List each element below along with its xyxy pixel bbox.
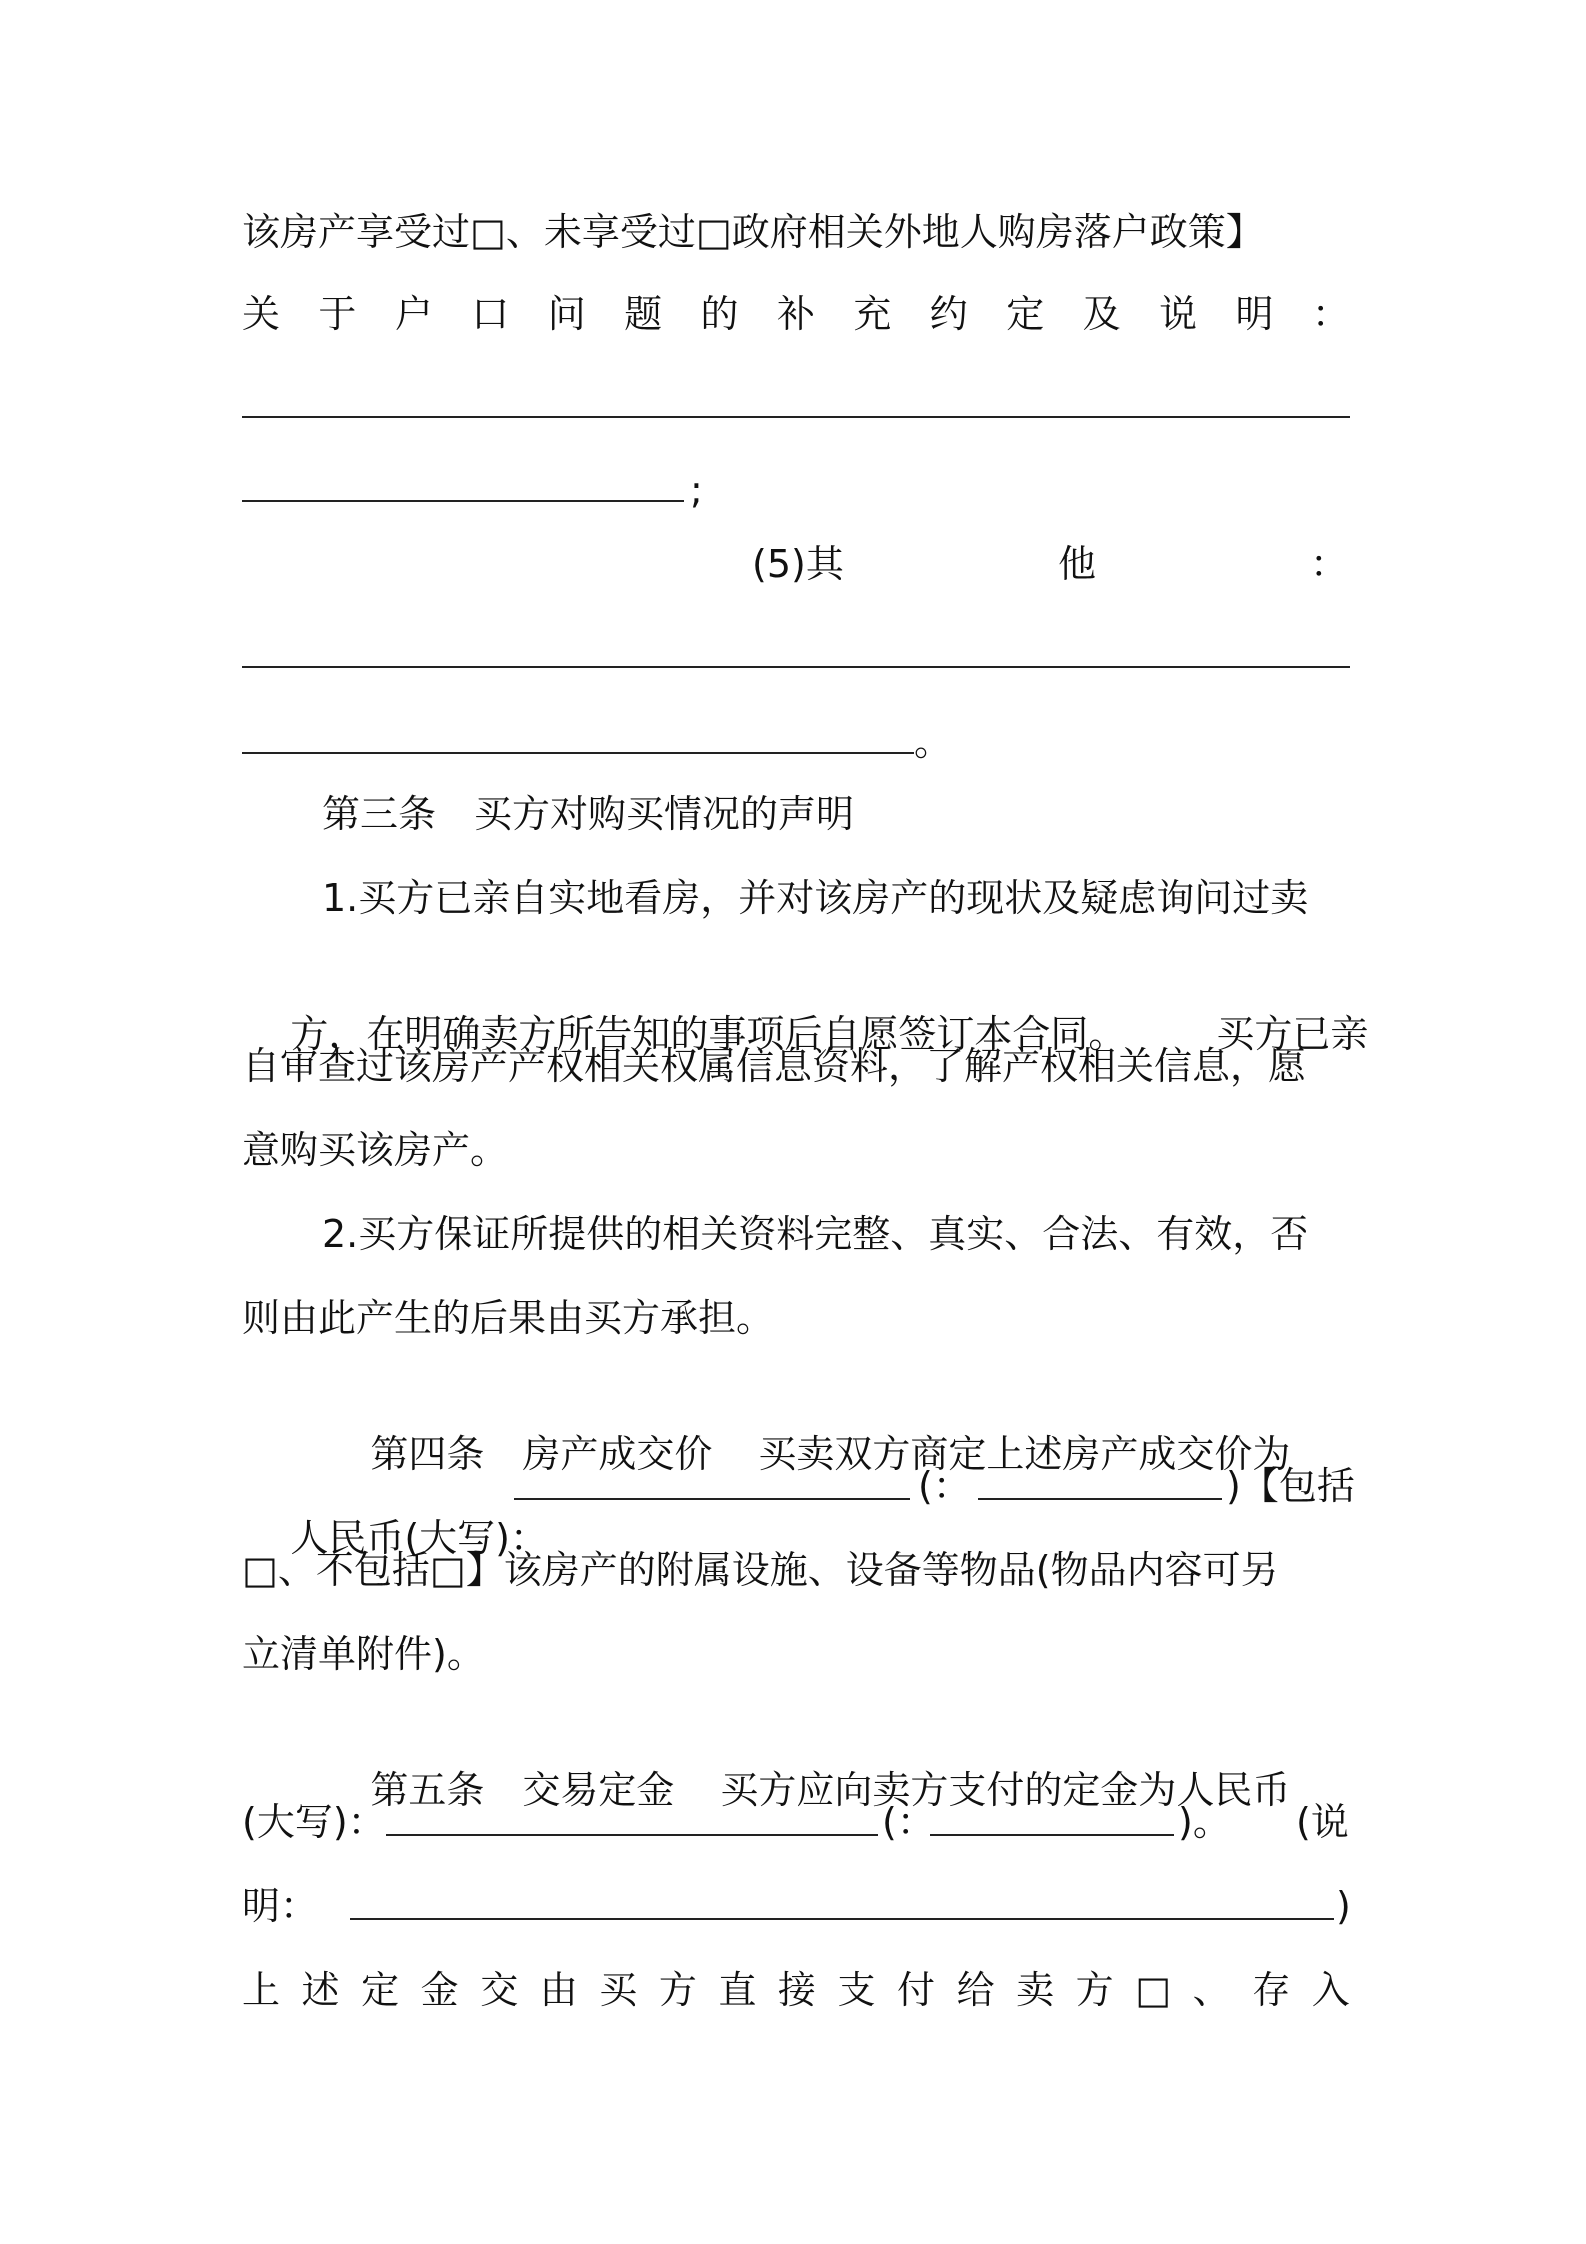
char: 、	[1192, 1968, 1231, 2012]
paragraph-text: 人民币(大写)：	[290, 1516, 548, 1560]
char: 接	[777, 1968, 816, 2012]
char: 的	[700, 292, 739, 336]
char: 说	[1159, 292, 1198, 336]
paragraph-line: 自审查过该房产产权相关权属信息资料，了解产权相关信息，愿	[242, 1044, 1307, 1088]
char: 入	[1311, 1968, 1350, 2012]
blank-fill-line	[930, 1834, 1174, 1836]
text-line: 该房产享受过□、未享受过□政府相关外地人购房落户政策】	[242, 210, 1264, 254]
char: 支	[837, 1968, 876, 2012]
item-colon: ：	[1310, 542, 1349, 586]
blank-fill-line	[978, 1498, 1222, 1500]
char: 补	[776, 292, 815, 336]
blank-fill-line	[242, 666, 1350, 668]
blank-fill-line	[386, 1834, 878, 1836]
char: 方	[1075, 1968, 1114, 2012]
char: 由	[539, 1968, 578, 2012]
paragraph-line: 立清单附件)。	[242, 1632, 485, 1676]
char: ：	[1311, 292, 1350, 336]
article-text: 买方应向卖方支付的定金为人民币	[720, 1768, 1291, 1812]
paragraph-text: (：	[882, 1800, 935, 1844]
paragraph-line: 意购买该房产。	[242, 1128, 509, 1172]
char: 充	[853, 292, 892, 336]
item-label: (5)其	[752, 542, 844, 586]
punctuation: ;	[690, 468, 703, 512]
punctuation: 。	[914, 720, 953, 764]
char: 题	[624, 292, 663, 336]
blank-fill-line	[242, 500, 684, 502]
char: 定	[1006, 292, 1045, 336]
char: 上	[242, 1968, 281, 2012]
paragraph-line: 2.买方保证所提供的相关资料完整、真实、合法、有效，否	[322, 1212, 1309, 1256]
char: 买	[599, 1968, 638, 2012]
paragraph-line: 1.买方已亲自实地看房，并对该房产的现状及疑虑询问过卖	[322, 876, 1309, 920]
article-heading: 第三条 买方对购买情况的声明	[322, 792, 855, 836]
char: 方	[658, 1968, 697, 2012]
article-heading: 第四条 房产成交价	[370, 1432, 713, 1476]
paragraph-text: 明：	[242, 1884, 319, 1928]
char: 户	[394, 292, 433, 336]
item-label-char: 他	[1058, 542, 1097, 586]
char: 金	[420, 1968, 459, 2012]
article-line	[322, 1712, 1350, 1812]
char: 交	[480, 1968, 519, 2012]
blank-fill-line	[350, 1918, 1334, 1920]
paragraph-text: 方，在明确卖方所告知的事项后自愿签订本合同。	[290, 1012, 1127, 1056]
char: 存	[1252, 1968, 1291, 2012]
paragraph-line: □、不包括□】该房产的附属设施、设备等物品(物品内容可另	[242, 1548, 1279, 1592]
article-text: 买卖双方商定上述房产成交价为	[758, 1432, 1291, 1476]
char: □	[1135, 1968, 1172, 2012]
char: 定	[361, 1968, 400, 2012]
paragraph-line: 则由此产生的后果由买方承担。	[242, 1296, 775, 1340]
text-line-spaced	[242, 288, 1350, 340]
char: 给	[956, 1968, 995, 2012]
char: 问	[547, 292, 586, 336]
char: 关	[242, 292, 281, 336]
paragraph-text: )【包括	[1226, 1464, 1355, 1508]
paragraph-text: (：	[918, 1464, 971, 1508]
paragraph-text: )	[1336, 1884, 1351, 1928]
char: 口	[471, 292, 510, 336]
paragraph-line	[242, 1460, 1355, 1560]
paragraph-text: (说	[1296, 1800, 1349, 1844]
article-line	[322, 1376, 1350, 1476]
paragraph-line	[242, 956, 1369, 1056]
article-heading: 第五条 交易定金	[370, 1768, 675, 1812]
char: 直	[718, 1968, 757, 2012]
char: 于	[318, 292, 357, 336]
paragraph-text: (大写)：	[242, 1800, 386, 1844]
paragraph-text: 买方已亲	[1216, 1012, 1369, 1056]
char: 及	[1082, 292, 1121, 336]
char: 约	[929, 292, 968, 336]
blank-fill-line	[242, 416, 1350, 418]
paragraph-text: )。	[1178, 1800, 1231, 1844]
char: 卖	[1016, 1968, 1055, 2012]
blank-fill-line	[242, 752, 914, 754]
char: 述	[301, 1968, 340, 2012]
text-line-spaced	[242, 1964, 1350, 2016]
char: 明	[1235, 292, 1274, 336]
blank-fill-line	[514, 1498, 910, 1500]
char: 付	[897, 1968, 936, 2012]
